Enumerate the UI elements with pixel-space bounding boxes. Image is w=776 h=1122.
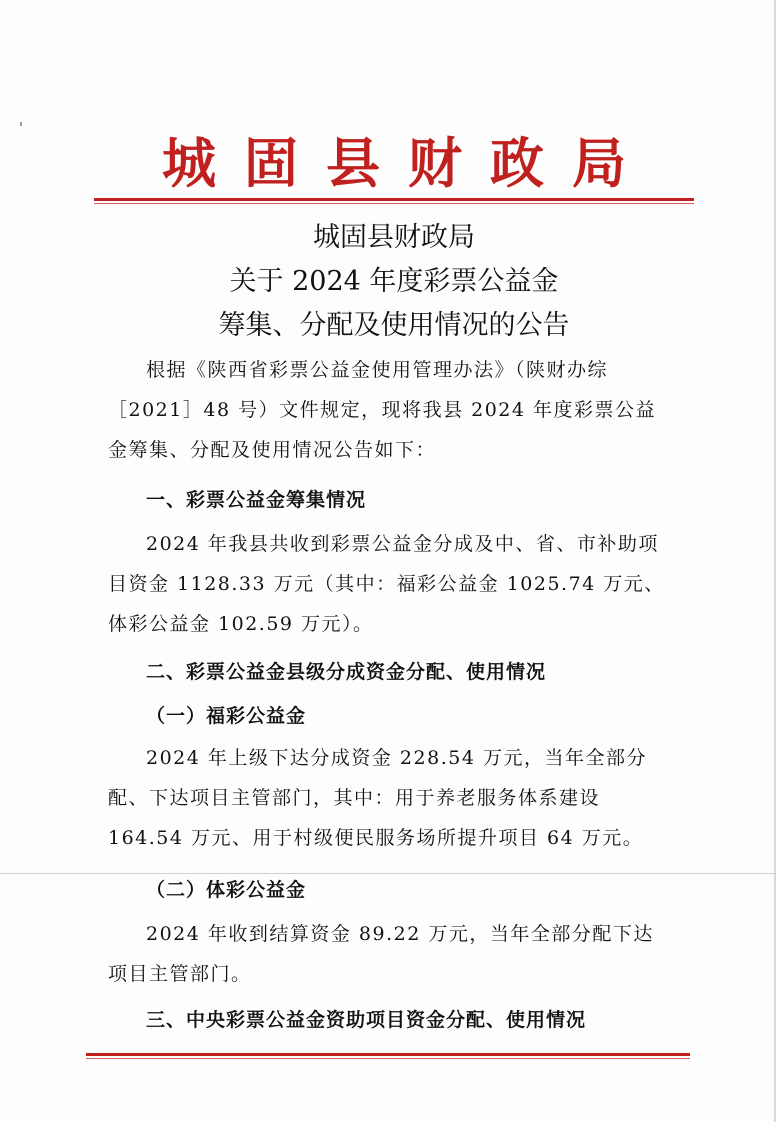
footer-red-rule-thin xyxy=(86,1058,690,1059)
footer-red-rule xyxy=(86,1053,690,1056)
section2-heading: 二、彩票公益金县级分成资金分配、使用情况 xyxy=(146,661,547,683)
masthead-title: 城固县财政局 xyxy=(162,131,654,195)
section2-sub2-heading: （二）体彩公益金 xyxy=(146,879,307,901)
document-title-line1: 城固县财政局 xyxy=(313,222,475,253)
document-title-line3: 筹集、分配及使用情况的公告 xyxy=(218,310,570,341)
section2-sub2-paragraph: 2024 年收到结算资金 89.22 万元，当年全部分配下达项目主管部门。 xyxy=(108,923,654,985)
section3-heading: 三、中央彩票公益金资助项目资金分配、使用情况 xyxy=(146,1009,587,1031)
section2-sub1-heading: （一）福彩公益金 xyxy=(146,705,307,727)
scan-speck xyxy=(20,122,22,126)
intro-paragraph: 根据《陕西省彩票公益金使用管理办法》（陕财办综［2021］48 号）文件规定，现将我县 2024 年度彩票公益金筹集、分配及使用情况公告如下： xyxy=(108,359,657,461)
masthead-red-rule xyxy=(94,198,694,201)
masthead-red-rule-thin xyxy=(94,203,694,204)
section2-sub1-paragraph: 2024 年上级下达分成资金 228.54 万元，当年全部分配、下达项目主管部门，其中：用于养老服务体系建设 164.54 万元、用于村级便民服务场所提升项目 64 万元。 xyxy=(108,747,647,849)
section1-paragraph: 2024 年我县共收到彩票公益金分成及中、省、市补助项目资金 1128.33 万元（其中：福彩公益金 1025.74 万元、体彩公益金 102.59 万元）。 xyxy=(108,533,665,635)
document-title-line2: 关于 2024 年度彩票公益金 xyxy=(229,266,559,297)
section1-heading: 一、彩票公益金筹集情况 xyxy=(146,489,367,511)
